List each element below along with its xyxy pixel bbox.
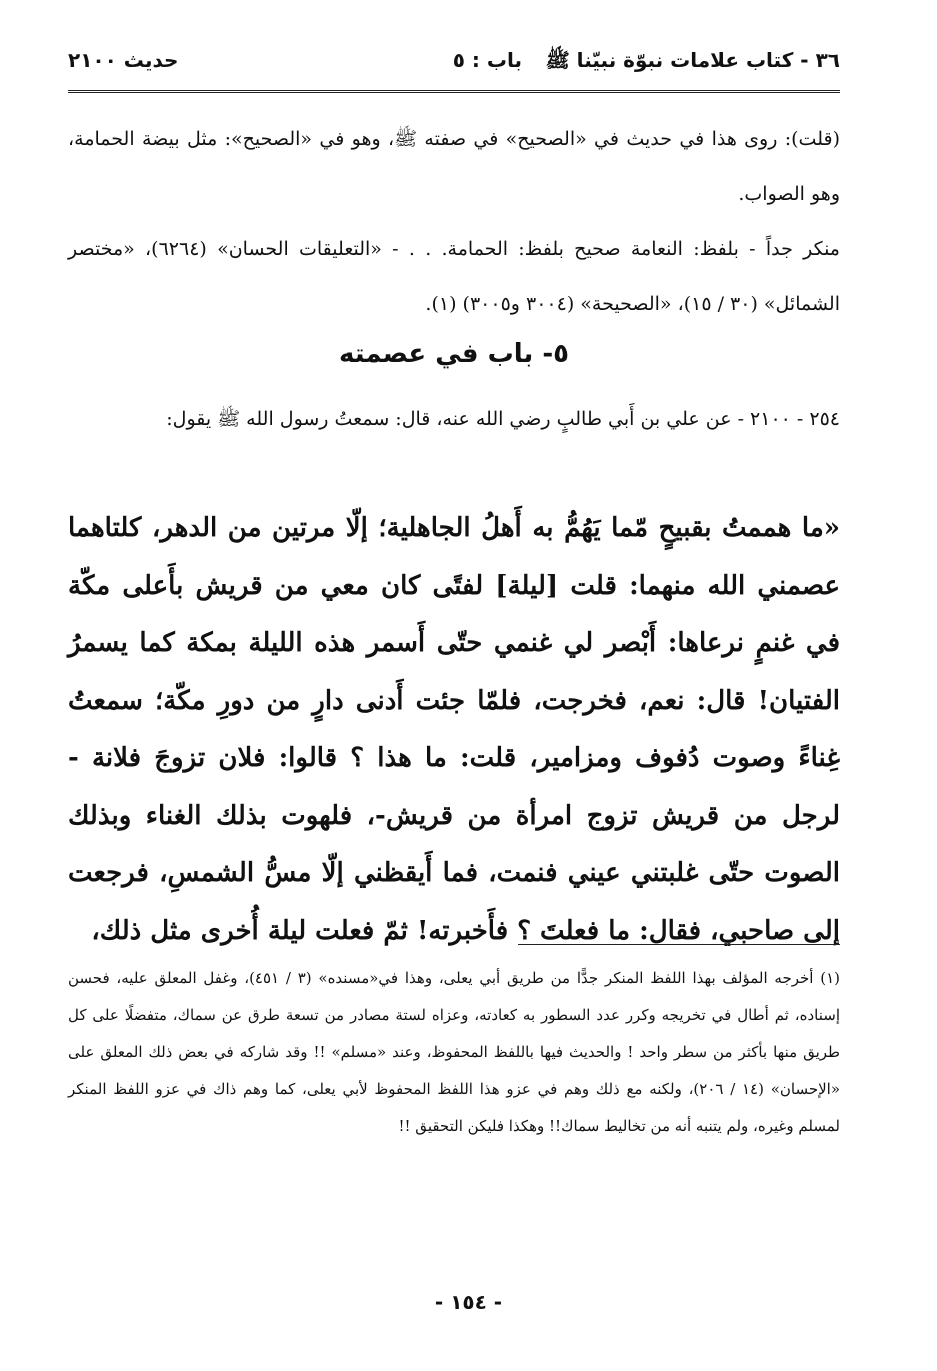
hadith-text: «ما هممتُ بقبيحٍ مّما يَهُمُّ به أَهلُ الجاهلية؛ إلّا مرتين من الدهر، كلتاهما عصمني الله منهما: قلت [ليلة] لفتًى كان معي من قريش بأَعلى مكّة في غنمٍ نرعاها: أَبْصر لي غنمي حتّى أَسمر هذه الليلة بمكة كما يسمرُ الفتيان! قال: نعم، فخرجت، فلمّا جئت أَدنى دارٍ من دورِ مكّة؛ سمعتُ غِناءً وصوت دُفوف ومزامير، قلت: ما هذا ؟ قالوا: فلان تزوجَ فلانة - لرجل من قريش تزوج امرأة من قريش-، فلهوت بذلك الغناء وبذلك الصوت حتّى غلبتني عيني فنمت، فما أَيقظني إلّا مسُّ الشمسِ، فرجعت إلى صاحبي، فقال: ما فعلتَ ؟ فأَخبرته! ثمّ فعلت ليلة أُخرى مثل ذلك، xyxy=(68,513,840,946)
running-header xyxy=(68,40,840,84)
footnote-divider xyxy=(518,944,840,945)
header-book-title: ٣٦ - كتاب علامات نبوّة نبيّنا ﷺ xyxy=(545,48,840,72)
page-number: - ١٥٤ - xyxy=(434,1290,503,1314)
footnote: (١) أخرجه المؤلف بهذا اللفظ المنكر جدًّا من طريق أبي يعلى، وهذا في«مسنده» (٣ / ٤٥١)، وغفل المعلق عليه، فحسن إسناده، ثم أطال في تخريجه وكرر عدد السطور به كعادته، وعزاه لستة مصادر من تسعة طرق عن سماك، متفضلًا على كل طريق منها بأكثر من سطر واحد ! والحديث فيها باللفظ المحفوظ، وعند «مسلم» !! وقد شاركه في بعض ذلك المعلق على «الإحسان» (١٤ / ٢٠٦)، ولكنه مع ذلك وهم في عزو هذا اللفظ المحفوظ لأبي يعلى، كما وهم ذاك في عزو اللفظ المنكر لمسلم وغيره، ولم يتنبه أنه من تخاليط سماك!! وهكذا فليكن التحقيق !! xyxy=(68,969,841,1135)
hadith-grading: منكر جداً - بلفظ: النعامة صحيح بلفظ: الحمامة. . . - «التعليقات الحسان» (٦٢٦٤)، «مختصر الشمائل» (٣٠ / ١٥)، «الصحيحة» (٣٠٠٤ و٣٠٠٥) (١). xyxy=(68,238,840,315)
header-bab: باب : ٥ xyxy=(452,48,522,72)
commentary-note: (قلت): روى هذا في حديث في «الصحيح» في صفته ﷺ، وهو في «الصحيح»: مثل بيضة الحمامة، وهو الصواب. xyxy=(68,128,840,205)
hadith-chain: ٢٥٤ - ٢١٠٠ - عن علي بن أَبي طالبٍ رضي الله عنه، قال: سمعتُ رسول الله ﷺ يقول: xyxy=(166,408,840,430)
header-divider xyxy=(68,90,840,93)
chapter-title: ٥- باب في عصمته xyxy=(339,339,569,369)
header-hadith-number: حديث ٢١٠٠ xyxy=(68,48,179,72)
